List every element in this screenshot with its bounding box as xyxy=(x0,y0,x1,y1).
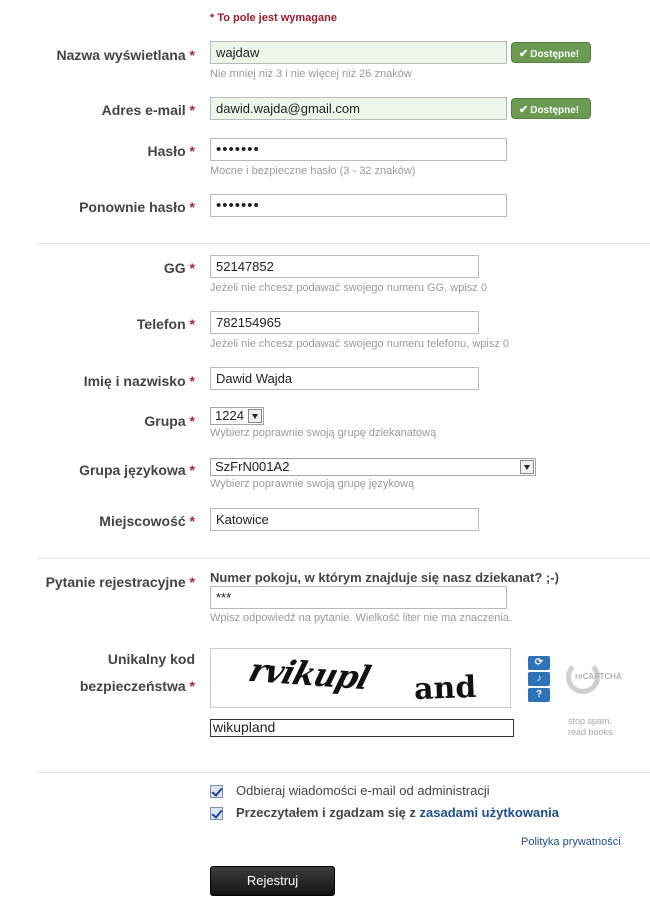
reg-question-text: Numer pokoju, w którym znajduje się nasz dziekanat? ;-) xyxy=(210,570,559,585)
display-name-label: Nazwa wyświetlana * xyxy=(56,47,195,63)
email-available-badge: ✔ Dostępne! xyxy=(511,98,591,119)
group-hint: Wybierz poprawnie swoją grupę dziekanatową xyxy=(210,427,437,439)
chevron-down-icon[interactable] xyxy=(520,460,534,474)
refresh-icon[interactable]: ⟳ xyxy=(528,656,550,670)
captcha-word-1: rvikupl xyxy=(244,650,374,698)
gg-hint: Jeżeli nie chcesz podawać swojego numeru GG, wpisz 0 xyxy=(210,282,487,294)
required-note: * To pole jest wymagane xyxy=(210,12,337,24)
reg-question-input[interactable]: *** xyxy=(210,586,507,609)
audio-icon[interactable]: ♪ xyxy=(528,672,550,686)
full-name-input[interactable]: Dawid Wajda xyxy=(210,367,479,390)
password-repeat-label: Ponownie hasło * xyxy=(79,199,195,215)
reg-question-hint: Wpisz odpowiedź na pytanie. Wielkość liter nie ma znaczenia. xyxy=(210,612,513,624)
city-input[interactable]: Katowice xyxy=(210,508,479,531)
email-input[interactable]: dawid.wajda@gmail.com xyxy=(210,97,507,120)
newsletter-label: Odbieraj wiadomości e-mail od administracji xyxy=(236,783,490,798)
reg-question-label: Pytanie rejestracyjne * xyxy=(45,574,195,590)
language-group-select[interactable]: SzFrN001A2 xyxy=(210,458,536,476)
newsletter-checkbox[interactable] xyxy=(210,785,223,798)
group-select[interactable]: 1224 xyxy=(210,407,264,425)
password-input[interactable]: ••••••• xyxy=(210,138,507,161)
section-divider xyxy=(37,558,650,559)
register-button[interactable]: Rejestruj xyxy=(210,866,335,896)
captcha-word-2: and xyxy=(413,669,477,708)
privacy-link[interactable]: Polityka prywatności xyxy=(521,836,621,848)
gg-label: GG * xyxy=(163,260,195,276)
check-icon: ✔ xyxy=(519,104,529,116)
display-name-hint: Nie mniej niż 3 i nie więcej niż 26 znaków xyxy=(210,68,412,80)
city-label: Miejscowość * xyxy=(99,513,195,529)
password-repeat-input[interactable]: ••••••• xyxy=(210,194,507,217)
captcha-image xyxy=(210,648,511,708)
phone-hint: Jeżeli nie chcesz podawać swojego numeru telefonu, wpisz 0 xyxy=(210,338,509,350)
language-group-hint: Wybierz poprawnie swoją grupę językową xyxy=(210,478,415,490)
phone-input[interactable]: 782154965 xyxy=(210,311,479,334)
password-label: Hasło * xyxy=(147,143,195,159)
gg-input[interactable]: 52147852 xyxy=(210,255,479,278)
terms-label: Przeczytałem i zgadzam się z zasadami użytkowania xyxy=(236,805,559,820)
display-name-input[interactable]: wajdaw xyxy=(210,41,507,64)
terms-checkbox[interactable] xyxy=(210,807,223,820)
chevron-down-icon[interactable] xyxy=(248,409,262,423)
section-divider xyxy=(37,243,650,244)
recaptcha-tagline: stop spam. read books. xyxy=(568,716,616,737)
phone-label: Telefon * xyxy=(136,316,195,332)
captcha-label: Unikalny kod bezpieczeństwa * xyxy=(79,651,195,694)
display-name-available-badge: ✔ Dostępne! xyxy=(511,42,591,63)
password-hint: Mocne i bezpieczne hasło (3 - 32 znaków) xyxy=(210,165,416,177)
section-divider xyxy=(37,772,650,773)
check-icon: ✔ xyxy=(519,48,529,60)
language-group-label: Grupa językowa * xyxy=(79,462,195,478)
help-icon[interactable]: ? xyxy=(528,688,550,702)
email-label: Adres e-mail * xyxy=(101,102,195,118)
recaptcha-logo: reCAPTCHA xyxy=(575,672,622,681)
terms-link[interactable]: zasadami użytkowania xyxy=(419,805,559,820)
captcha-input[interactable]: wikupland xyxy=(210,719,514,737)
full-name-label: Imię i nazwisko * xyxy=(83,373,195,389)
group-label: Grupa * xyxy=(144,413,195,429)
